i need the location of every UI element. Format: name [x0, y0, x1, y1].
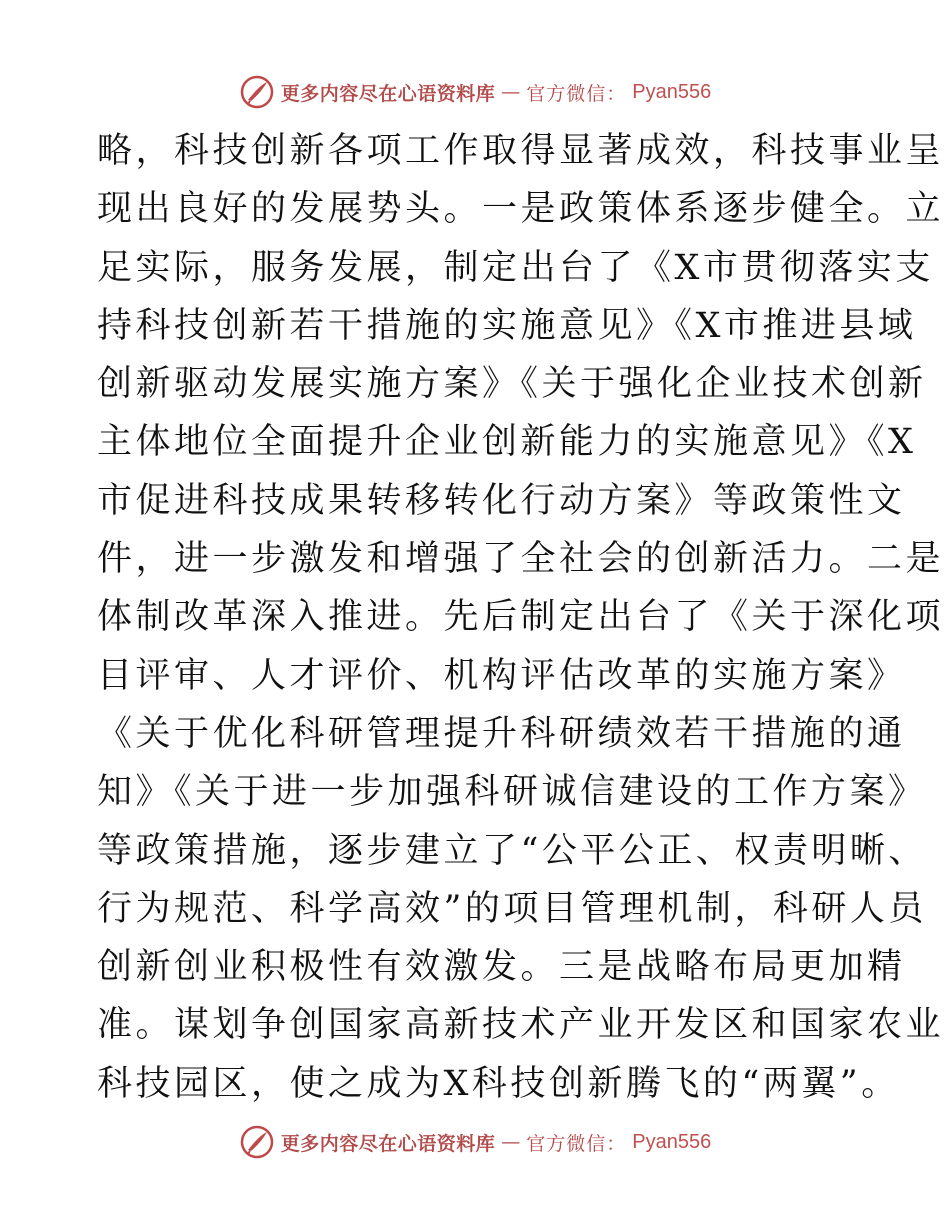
text-line: 体制改革深入推进。先后制定出台了《关于深化项	[97, 597, 945, 638]
text-line: 目评审、人才评价、机构评估改革的实施方案》	[97, 655, 906, 696]
text-line: 知》《关于进一步加强科研诚信建设的工作方案》	[97, 772, 927, 813]
watermark-dash: —	[501, 1131, 521, 1153]
text-line: 持科技创新若干措施的实施意见》《X市推进县域	[97, 305, 917, 346]
text-line: 准。谋划争创国家高新技术产业开发区和国家农业	[97, 1005, 945, 1046]
watermark-dash: —	[501, 81, 521, 103]
text-line: 等政策措施，逐步建立了“公平公正、权责明晰、	[97, 830, 927, 871]
text-line: 主体地位全面提升企业创新能力的实施意见》《X	[97, 422, 917, 463]
watermark-brand-text: 更多内容尽在心语资料库	[280, 82, 496, 105]
text-line: 件，进一步激发和增强了全社会的创新活力。二是	[97, 539, 945, 580]
body-text	[97, 122, 945, 1113]
footer-watermark	[0, 1122, 950, 1162]
text-line: 创新创业积极性有效激发。三是战略布局更加精	[97, 947, 906, 988]
text-line: 《关于优化科研管理提升科研绩效若干措施的通	[97, 713, 906, 754]
watermark-id: Pyan556	[632, 80, 712, 103]
quill-pen-logo-icon	[239, 1124, 275, 1160]
watermark-id: Pyan556	[632, 1130, 712, 1153]
watermark-label: 官方微信：	[526, 82, 627, 105]
header-watermark	[0, 72, 950, 112]
text-line: 行为规范、科学高效”的项目管理机制，科研人员	[97, 888, 927, 929]
watermark-brand-text: 更多内容尽在心语资料库	[280, 1132, 496, 1155]
text-line: 创新驱动发展实施方案》《关于强化企业技术创新	[97, 364, 927, 405]
text-line: 市促进科技成果转移转化行动方案》等政策性文	[97, 480, 906, 521]
text-line: 足实际，服务发展，制定出台了《X市贯彻落实支	[97, 247, 934, 288]
quill-pen-logo-icon	[239, 74, 275, 110]
text-line: 科技园区，使之成为X科技创新腾飞的“两翼”。	[97, 1063, 900, 1104]
text-line: 现出良好的发展势头。一是政策体系逐步健全。立	[97, 189, 945, 230]
text-line: 略，科技创新各项工作取得显著成效，科技事业呈	[97, 131, 945, 171]
watermark-label: 官方微信：	[526, 1132, 627, 1155]
